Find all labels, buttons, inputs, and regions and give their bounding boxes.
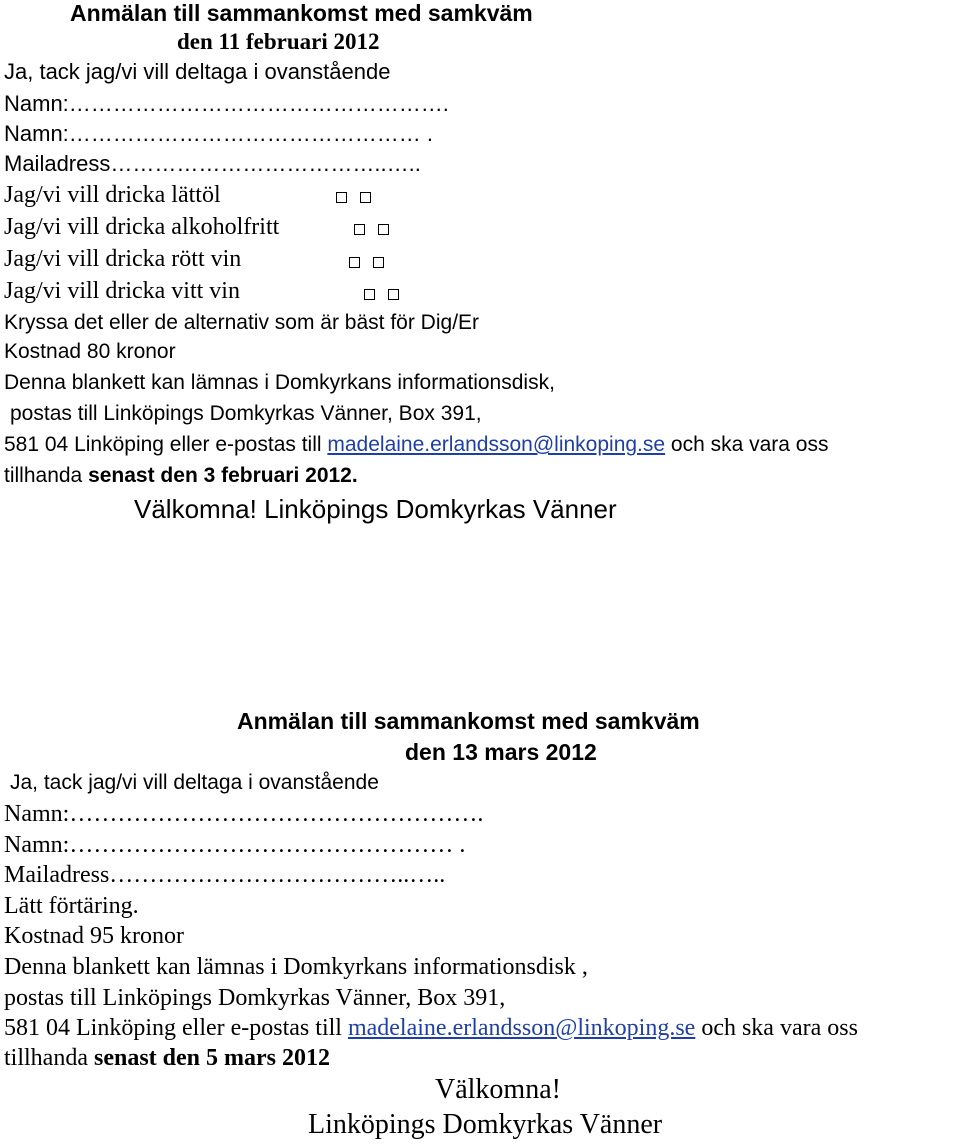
checkbox-icon[interactable] xyxy=(360,192,371,203)
form1-title: Anmälan till sammankomst med samkväm xyxy=(70,0,533,26)
form1-email-field[interactable]: Mailadress………………………………..….. xyxy=(4,151,421,176)
form1-date: den 11 februari 2012 xyxy=(177,29,380,54)
drink-checkboxes[interactable] xyxy=(349,256,397,274)
form1-cross-instruction: Kryssa det eller de alternativ som är bäst för Dig/Er xyxy=(4,311,480,334)
form2-deadline-date: senast den 5 mars 2012 xyxy=(93,1045,330,1071)
form2-name-field-1[interactable]: Namn:……………………………………………. xyxy=(4,801,484,827)
form2-refreshments: Lätt förtäring. xyxy=(4,893,139,919)
form2-title: Anmälan till sammankomst med samkväm xyxy=(237,708,700,734)
form1-submit-line-2: postas till Linköpings Domkyrkas Vänner, Box 391, xyxy=(10,402,482,425)
form1-intro: Ja, tack jag/vi vill deltaga i ovanstående xyxy=(4,59,391,84)
checkbox-icon[interactable] xyxy=(388,289,399,300)
form2-signature: Linköpings Domkyrkas Vänner xyxy=(308,1109,663,1140)
form2-deadline-pre: tillhanda xyxy=(4,1045,94,1071)
checkbox-icon[interactable] xyxy=(336,192,347,203)
form2-date: den 13 mars 2012 xyxy=(405,739,597,765)
checkbox-icon[interactable] xyxy=(373,257,384,268)
form1-cost: Kostnad 80 kronor xyxy=(4,340,176,363)
checkbox-icon[interactable] xyxy=(354,224,365,235)
checkbox-icon[interactable] xyxy=(349,257,360,268)
drink-checkboxes[interactable] xyxy=(354,223,402,241)
form1-name-field-2[interactable]: Namn:………………………………………… . xyxy=(4,121,434,146)
form1-submit-line-3-post: och ska vara oss xyxy=(665,433,829,456)
form1-submit-line-3-pre: 581 04 Linköping eller e-postas till xyxy=(4,433,328,456)
form2-name-field-2[interactable]: Namn:………………………………………… . xyxy=(4,832,466,858)
drink-checkboxes[interactable] xyxy=(336,191,384,209)
form2-email-field[interactable]: Mailadress………………………………..….. xyxy=(4,862,446,888)
drink-option-label: Jag/vi vill dricka alkoholfritt xyxy=(4,214,280,240)
drink-option-label: Jag/vi vill dricka rött vin xyxy=(4,246,242,272)
form2-submit-line-1: Denna blankett kan lämnas i Domkyrkans informationsdisk , xyxy=(4,954,588,980)
form1-submit-line-1: Denna blankett kan lämnas i Domkyrkans informationsdisk, xyxy=(4,371,555,394)
form2-submit-line-3-pre: 581 04 Linköping eller e-postas till xyxy=(4,1015,348,1041)
form2-submit-line-3-post: och ska vara oss xyxy=(695,1015,858,1041)
form1-deadline-pre: tillhanda xyxy=(4,464,89,487)
form1-name-field-1[interactable]: Namn:……………………………………………. xyxy=(4,91,449,116)
checkbox-icon[interactable] xyxy=(364,289,375,300)
form1-welcome: Välkomna! Linköpings Domkyrkas Vänner xyxy=(134,494,617,524)
form2-submit-line-3 xyxy=(4,1013,858,1043)
drink-option-label: Jag/vi vill dricka lättöl xyxy=(4,182,221,208)
form2-deadline xyxy=(4,1043,330,1073)
form2-welcome: Välkomna! xyxy=(435,1074,561,1105)
form1-email-link[interactable]: madelaine.erlandsson@linkoping.se xyxy=(327,433,666,456)
form2-cost: Kostnad 95 kronor xyxy=(4,923,184,949)
drink-option-label: Jag/vi vill dricka vitt vin xyxy=(4,278,240,304)
form2-intro: Ja, tack jag/vi vill deltaga i ovanstående xyxy=(10,771,379,794)
form2-submit-line-2: postas till Linköpings Domkyrkas Vänner, Box 391, xyxy=(4,985,506,1011)
form1-deadline xyxy=(4,461,358,491)
checkbox-icon[interactable] xyxy=(378,224,389,235)
form1-deadline-date: senast den 3 februari 2012. xyxy=(88,464,358,487)
form2-email-link[interactable]: madelaine.erlandsson@linkoping.se xyxy=(347,1015,696,1041)
drink-checkboxes[interactable] xyxy=(364,288,412,306)
form1-submit-line-3 xyxy=(4,430,828,460)
